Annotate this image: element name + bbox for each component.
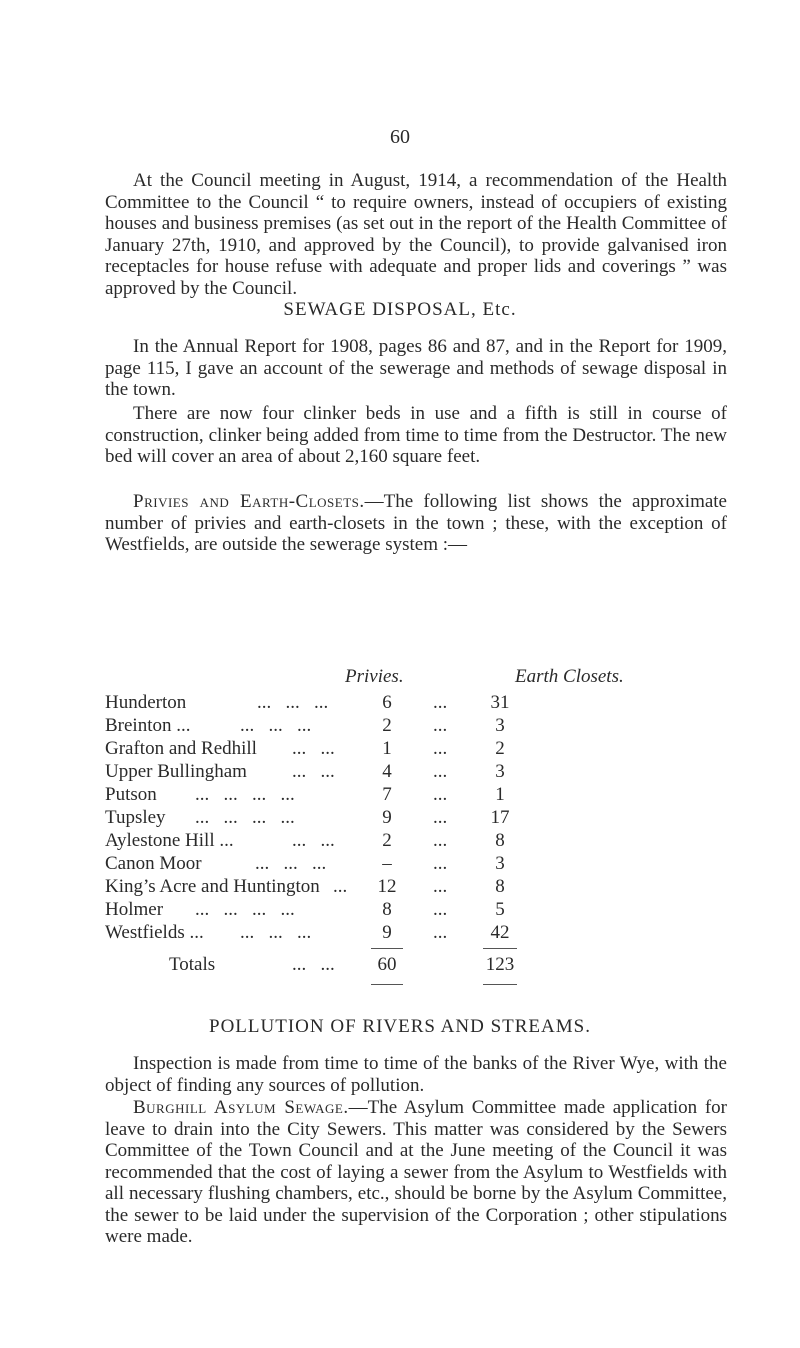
leader-dots: ... ... (292, 830, 335, 851)
row-earth-closets: 1 (495, 784, 505, 805)
sewage-report-paragraph: In the Annual Report for 1908, pages 86 and 87, and in the Report for 1909, page 115, I gave an account of the sewerage and methods of sewage disposal in the town. (105, 336, 727, 400)
row-name: Canon Moor (105, 853, 202, 874)
row-earth-closets: 8 (495, 830, 505, 851)
row-earth-closets: 31 (490, 692, 510, 713)
row-earth-closets: 3 (495, 853, 505, 874)
row-earth-closets: 42 (490, 922, 510, 943)
intro-paragraph: At the Council meeting in August, 1914, a recommendation of the Health Committee to the Council “ to require owners, instead of occupiers of existing houses and business premises (as set out in the report of the Health Committee of January 27th, 1910, and approved by the Council), to provide galvanised iron receptacles for house refuse with adequate and proper lids and coverings ” was approved by the Council. (105, 170, 727, 299)
leader-dots: ... (333, 876, 348, 897)
row-privies: 9 (382, 922, 392, 943)
table-row (105, 922, 745, 944)
earth-closets-rule-top (483, 948, 517, 949)
row-privies: 12 (377, 876, 397, 897)
leader-dots: ... (433, 830, 448, 851)
row-name: Grafton and Redhill (105, 738, 257, 759)
row-earth-closets: 3 (495, 715, 505, 736)
row-name: Tupsley (105, 807, 166, 828)
row-earth-closets: 17 (490, 807, 510, 828)
row-privies: – (382, 853, 392, 874)
table-row (105, 761, 745, 783)
totals-earth-closets: 123 (485, 954, 515, 975)
burghill-lead: Burghill Asylum Sewage. (133, 1097, 349, 1118)
row-earth-closets: 8 (495, 876, 505, 897)
clinker-beds-paragraph: There are now four clinker beds in use and a fifth is still in course of construction, clinker being added from time to time from the Destructor. The new bed will cover an area of about 2,160 square feet. (105, 403, 727, 467)
row-privies: 2 (382, 715, 392, 736)
privies-rule-top (371, 948, 403, 949)
table-row (105, 899, 745, 921)
leader-dots: ... ... ... (240, 922, 312, 943)
leader-dots: ... ... (292, 954, 335, 975)
totals-label: Totals (169, 954, 216, 975)
burghill-text: —The Asylum Committee made application for leave to drain into the City Sewers. This matter was considered by the Sewers Committee of the Town Council and at the June meeting of the Council it was recommended that the cost of laying a sewer from the Asylum to Westfields with all necessary flushing chambers, etc., should be borne by the Asylum Committee, the sewer to be laid under the supervision of the Corporation ; other stipulations were made. (105, 1097, 728, 1247)
row-earth-closets: 5 (495, 899, 505, 920)
leader-dots: ... (433, 784, 448, 805)
privies-rule-bottom (371, 984, 403, 985)
leader-dots: ... ... ... ... (195, 899, 295, 920)
row-name: Putson (105, 784, 157, 805)
table-row (105, 830, 745, 852)
earth-closets-rule-bottom (483, 984, 517, 985)
burghill-paragraph (105, 1097, 727, 1248)
leader-dots: ... (433, 922, 448, 943)
row-privies: 8 (382, 899, 392, 920)
sewage-disposal-heading: SEWAGE DISPOSAL, Etc. (283, 299, 517, 320)
table-row (105, 807, 745, 829)
leader-dots: ... ... ... ... (195, 807, 295, 828)
row-earth-closets: 3 (495, 761, 505, 782)
row-privies: 6 (382, 692, 392, 713)
earth-closets-column-header: Earth Closets. (515, 666, 624, 687)
leader-dots: ... (433, 876, 448, 897)
row-privies: 9 (382, 807, 392, 828)
page-number: 60 (390, 126, 410, 148)
table-row (105, 784, 745, 806)
row-privies: 7 (382, 784, 392, 805)
privies-lead: Privies and Earth-Closets. (133, 491, 365, 512)
table-row (105, 715, 745, 737)
table-row (105, 738, 745, 760)
leader-dots: ... (433, 853, 448, 874)
table-row (105, 692, 745, 714)
row-name: Upper Bullingham (105, 761, 247, 782)
leader-dots: ... ... (292, 738, 335, 759)
row-name: Aylestone Hill ... (105, 830, 234, 851)
row-name: Hunderton (105, 692, 187, 713)
leader-dots: ... (433, 738, 448, 759)
leader-dots: ... ... ... (240, 715, 312, 736)
leader-dots: ... (433, 807, 448, 828)
row-name: King’s Acre and Huntington (105, 876, 320, 897)
leader-dots: ... ... ... ... (195, 784, 295, 805)
row-earth-closets: 2 (495, 738, 505, 759)
leader-dots: ... (433, 715, 448, 736)
row-privies: 4 (382, 761, 392, 782)
row-privies: 2 (382, 830, 392, 851)
pollution-heading: POLLUTION OF RIVERS AND STREAMS. (209, 1016, 591, 1037)
privies-column-header: Privies. (345, 666, 404, 687)
row-name: Holmer (105, 899, 164, 920)
leader-dots: ... ... (292, 761, 335, 782)
totals-row (105, 954, 745, 976)
inspection-paragraph: Inspection is made from time to time of the banks of the River Wye, with the object of finding any sources of pollution. (105, 1053, 727, 1096)
table-row (105, 876, 745, 898)
leader-dots: ... (433, 761, 448, 782)
row-name: Breinton ... (105, 715, 191, 736)
row-name: Westfields ... (105, 922, 204, 943)
totals-privies: 60 (377, 954, 397, 975)
leader-dots: ... (433, 692, 448, 713)
privies-text: —The following list shows the approximate number of privies and earth-closets in the town ; these, with the exception of Westfields, are outside the sewerage system :— (105, 491, 727, 555)
leader-dots: ... (433, 899, 448, 920)
row-privies: 1 (382, 738, 392, 759)
privies-paragraph (105, 491, 727, 556)
leader-dots: ... ... ... (257, 692, 329, 713)
leader-dots: ... ... ... (255, 853, 327, 874)
table-row (105, 853, 745, 875)
